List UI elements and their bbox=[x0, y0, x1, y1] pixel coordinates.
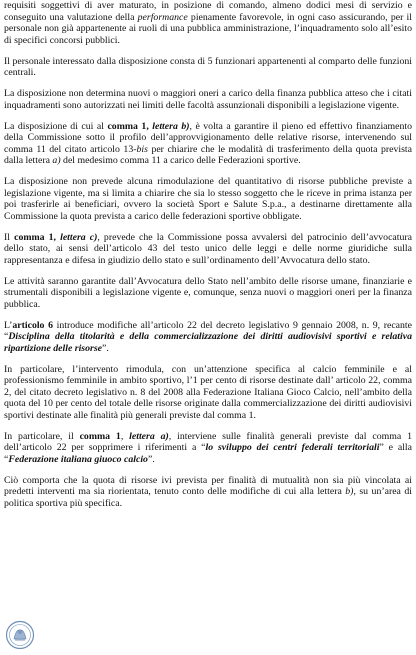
text-run: per chiarire che le modalità di trasferimento della quota prevista dalla lettera bbox=[4, 143, 412, 166]
text-run: La disposizione non determina nuovi o maggiori oneri a carico della finanza pubblica atteso che i citati inquadramenti sono autorizzati nei limiti delle facoltà assunzionali disponibili a legislazione vigente. bbox=[4, 88, 412, 111]
text-run: , è volta a garantire il pieno ed effettivo finanziamento della Commissione sotto il profilo dell’approvvigionamento delle relative risorse, intervenendo sul comma 11 del citato articolo 13- bbox=[4, 120, 413, 155]
text-run: bis bbox=[136, 143, 148, 155]
text-run: La disposizione di cui al bbox=[4, 120, 108, 132]
text-run: In particolare, il bbox=[4, 430, 80, 442]
text-run: L’ bbox=[4, 319, 13, 331]
paragraph bbox=[4, 176, 412, 222]
paragraph bbox=[4, 276, 412, 311]
text-run: Disciplina della titolarità e della commercializzazione dei diritti audiovisivi sportivi e relativa ripartizione delle risorse bbox=[4, 331, 412, 354]
text-run: lettera c) bbox=[60, 231, 98, 243]
paragraph bbox=[4, 364, 412, 422]
text-run: , su un’area di politica sportiva più specifica. bbox=[4, 486, 412, 509]
text-run: In particolare, l’intervento rimodula, con un’attenzione specifica al calcio femminile e al professionismo femminile in ambito sportivo, l’1 per cento di risorse destinate dall’ articolo 22, comma 2, del citato decreto legislativo n. 8 del 2008 alla Federazione Italiana Gioco Calcio, nell’ambito della quota del 10 per cento del totale delle risorse originate dalla commercializzazione dei diritti audiovisivi sportivi destinate alle finalità più generali previste dal comma 1. bbox=[4, 363, 412, 421]
text-run: articolo 6 bbox=[12, 319, 53, 331]
text-run: performance bbox=[137, 11, 188, 23]
paragraph bbox=[4, 232, 412, 267]
text-run: comma 1, bbox=[14, 231, 61, 243]
paragraph bbox=[4, 431, 412, 466]
text-run: Ciò comporta che la quota di risorse ivi prevista per finalità di mutualità non sia più vincolata ai predetti interventi ma sia riorientata, tenuto conto delle modifiche di cui alla lettera bbox=[4, 474, 412, 497]
paragraph bbox=[4, 320, 412, 355]
text-run: del medesimo comma 11 a carico delle Federazioni sportive. bbox=[60, 155, 301, 166]
text-run: ”. bbox=[147, 453, 155, 465]
text-run: Il bbox=[4, 231, 15, 243]
senate-seal-icon bbox=[5, 620, 35, 650]
text-run: ” e alla “ bbox=[4, 442, 412, 465]
text-run: pienamente favorevole, in ogni caso assicurando, per il personale non già appartenente ai ruoli di una pubblica amministrazione, l’inquadramento solo all’esito di specifici concorsi pubblici. bbox=[4, 11, 412, 46]
text-run: lettera a) bbox=[129, 430, 169, 442]
text-run: Federazione italiana giuoco calcio bbox=[8, 453, 148, 465]
text-run: , bbox=[120, 430, 130, 442]
text-run: a) bbox=[52, 155, 61, 166]
text-run: Le attività saranno garantite dall’Avvocatura dello Stato nell’ambito delle risorse umane, finanziarie e strumentali disponibili a legislazione vigente e, comunque, senza nuovi o maggiori oneri per la finanza pubblica. bbox=[4, 275, 412, 310]
text-run: lo sviluppo dei centri federali territoriali bbox=[205, 442, 380, 453]
text-run: introduce modifiche all’articolo 22 del decreto legislativo 9 gennaio 2008, n. 9, recante “ bbox=[4, 319, 412, 342]
paragraph bbox=[4, 56, 412, 79]
text-run: b) bbox=[345, 486, 354, 497]
text-run: , prevede che la Commissione possa avvalersi del patrocinio dell’avvocatura dello stato, ai sensi dell’articolo 43 del testo unico delle leggi e delle norme giuridiche sulla rappresentanza e difesa in giudizio dello stato e sull’ordinamento dell’Avvocatura dello stato. bbox=[4, 231, 413, 266]
text-run: lettera b) bbox=[152, 120, 190, 132]
text-run: La disposizione non prevede alcuna rimodulazione del quantitativo di risorse pubbliche previste a legislazione vigente, ma si limita a chiarire che sia lo stesso soggetto che le riceve in prima istanza per poi trasferirle ai beneficiari, ovvero la società Sport e Salute S.p.a., a destinarne direttamente alla Commissione la quota prevista a carico delle federazioni sportive obbligate. bbox=[4, 176, 412, 222]
text-run: comma 1, bbox=[107, 120, 153, 132]
document-page bbox=[4, 0, 412, 519]
paragraph bbox=[4, 0, 412, 46]
text-run: requisiti soggettivi di aver maturato, in posizione di comando, almeno dodici mesi di servizio e conseguito una valutazione della bbox=[4, 0, 412, 23]
text-run: comma 1 bbox=[79, 430, 121, 442]
paragraph bbox=[4, 121, 412, 167]
text-run: ”. bbox=[101, 342, 109, 354]
paragraph bbox=[4, 475, 412, 510]
paragraph bbox=[4, 88, 412, 111]
text-run: Il personale interessato dalla disposizione consta di 5 funzionari appartenenti al comparto delle funzioni centrali. bbox=[4, 55, 412, 78]
text-run: , interviene sulle finalità generali previste dal comma 1 dell’articolo 22 per sopprimere i riferimenti a “ bbox=[4, 430, 412, 453]
